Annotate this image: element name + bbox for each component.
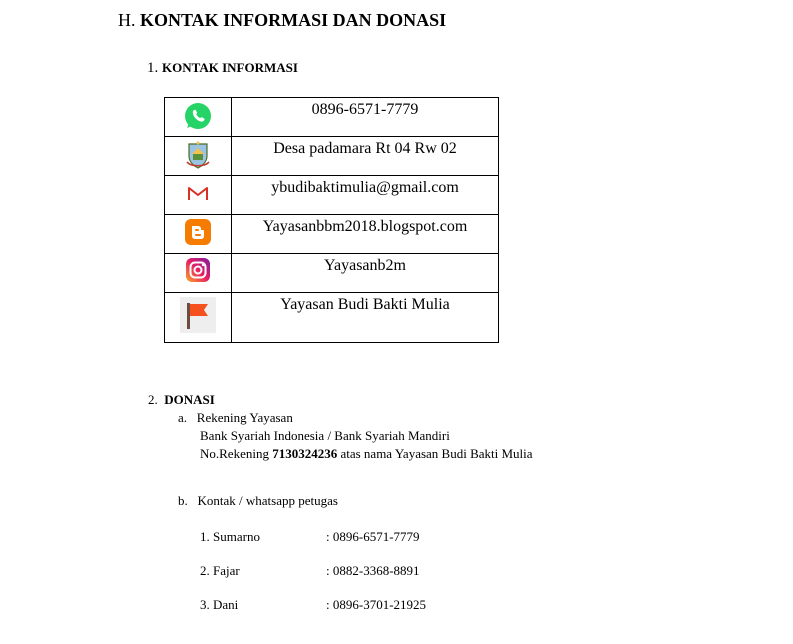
email-value[interactable]: ybudibaktimulia@gmail.com (232, 176, 499, 215)
table-row (165, 176, 499, 215)
contact-subheading (147, 58, 298, 78)
contact-number: 1. (147, 60, 159, 76)
staff-contact-title: Kontak / whatsapp petugas (197, 493, 338, 508)
donation-subheading (148, 392, 215, 408)
blog-value[interactable]: Yayasanbbm2018.blogspot.com (232, 215, 499, 254)
section-heading (118, 8, 446, 32)
item-marker-a: a. (178, 410, 188, 425)
bank-account-title: Rekening Yayasan (196, 410, 293, 425)
foundation-name-value: Yayasan Budi Bakti Mulia (232, 293, 499, 343)
staff-name: 3. Dani (200, 597, 239, 612)
section-title: KONTAK INFORMASI DAN DONASI (140, 10, 447, 30)
icon-cell (165, 254, 232, 293)
account-number-line (200, 446, 533, 462)
item-marker-b: b. (178, 493, 188, 508)
icon-cell (165, 98, 232, 137)
account-suffix: atas nama Yayasan Budi Bakti Mulia (337, 446, 533, 461)
flag-icon (180, 297, 216, 333)
account-number: 7130324236 (272, 446, 338, 461)
table-row (165, 98, 499, 137)
table-row (165, 137, 499, 176)
icon-cell (165, 293, 232, 343)
whatsapp-icon (183, 101, 213, 131)
staff-contact-item (178, 493, 338, 509)
contact-table (164, 97, 499, 343)
instagram-icon (185, 257, 211, 283)
staff-phone: : 0882-3368-8891 (326, 563, 420, 578)
donation-title: DONASI (164, 392, 215, 407)
icon-cell (165, 137, 232, 176)
section-letter: H. (118, 10, 136, 30)
staff-name: 2. Fajar (200, 563, 240, 578)
staff-phone: : 0896-6571-7779 (326, 529, 420, 544)
table-row (165, 215, 499, 254)
village-emblem-icon (185, 140, 211, 170)
staff-phone: : 0896-3701-21925 (326, 597, 427, 612)
bank-account-item (178, 410, 293, 426)
blogger-icon (184, 218, 212, 246)
phone-value: 0896-6571-7779 (232, 98, 499, 137)
table-row (165, 293, 499, 343)
icon-cell (165, 176, 232, 215)
bank-name-line: Bank Syariah Indonesia / Bank Syariah Mandiri (200, 428, 450, 443)
contact-title: KONTAK INFORMASI (162, 60, 298, 75)
table-row (165, 254, 499, 293)
instagram-value[interactable]: Yayasanb2m (232, 254, 499, 293)
staff-name: 1. Sumarno (200, 529, 260, 544)
address-value: Desa padamara Rt 04 Rw 02 (232, 137, 499, 176)
gmail-icon (187, 184, 209, 202)
account-prefix: No.Rekening (200, 446, 273, 461)
donation-number: 2. (148, 392, 158, 407)
icon-cell (165, 215, 232, 254)
